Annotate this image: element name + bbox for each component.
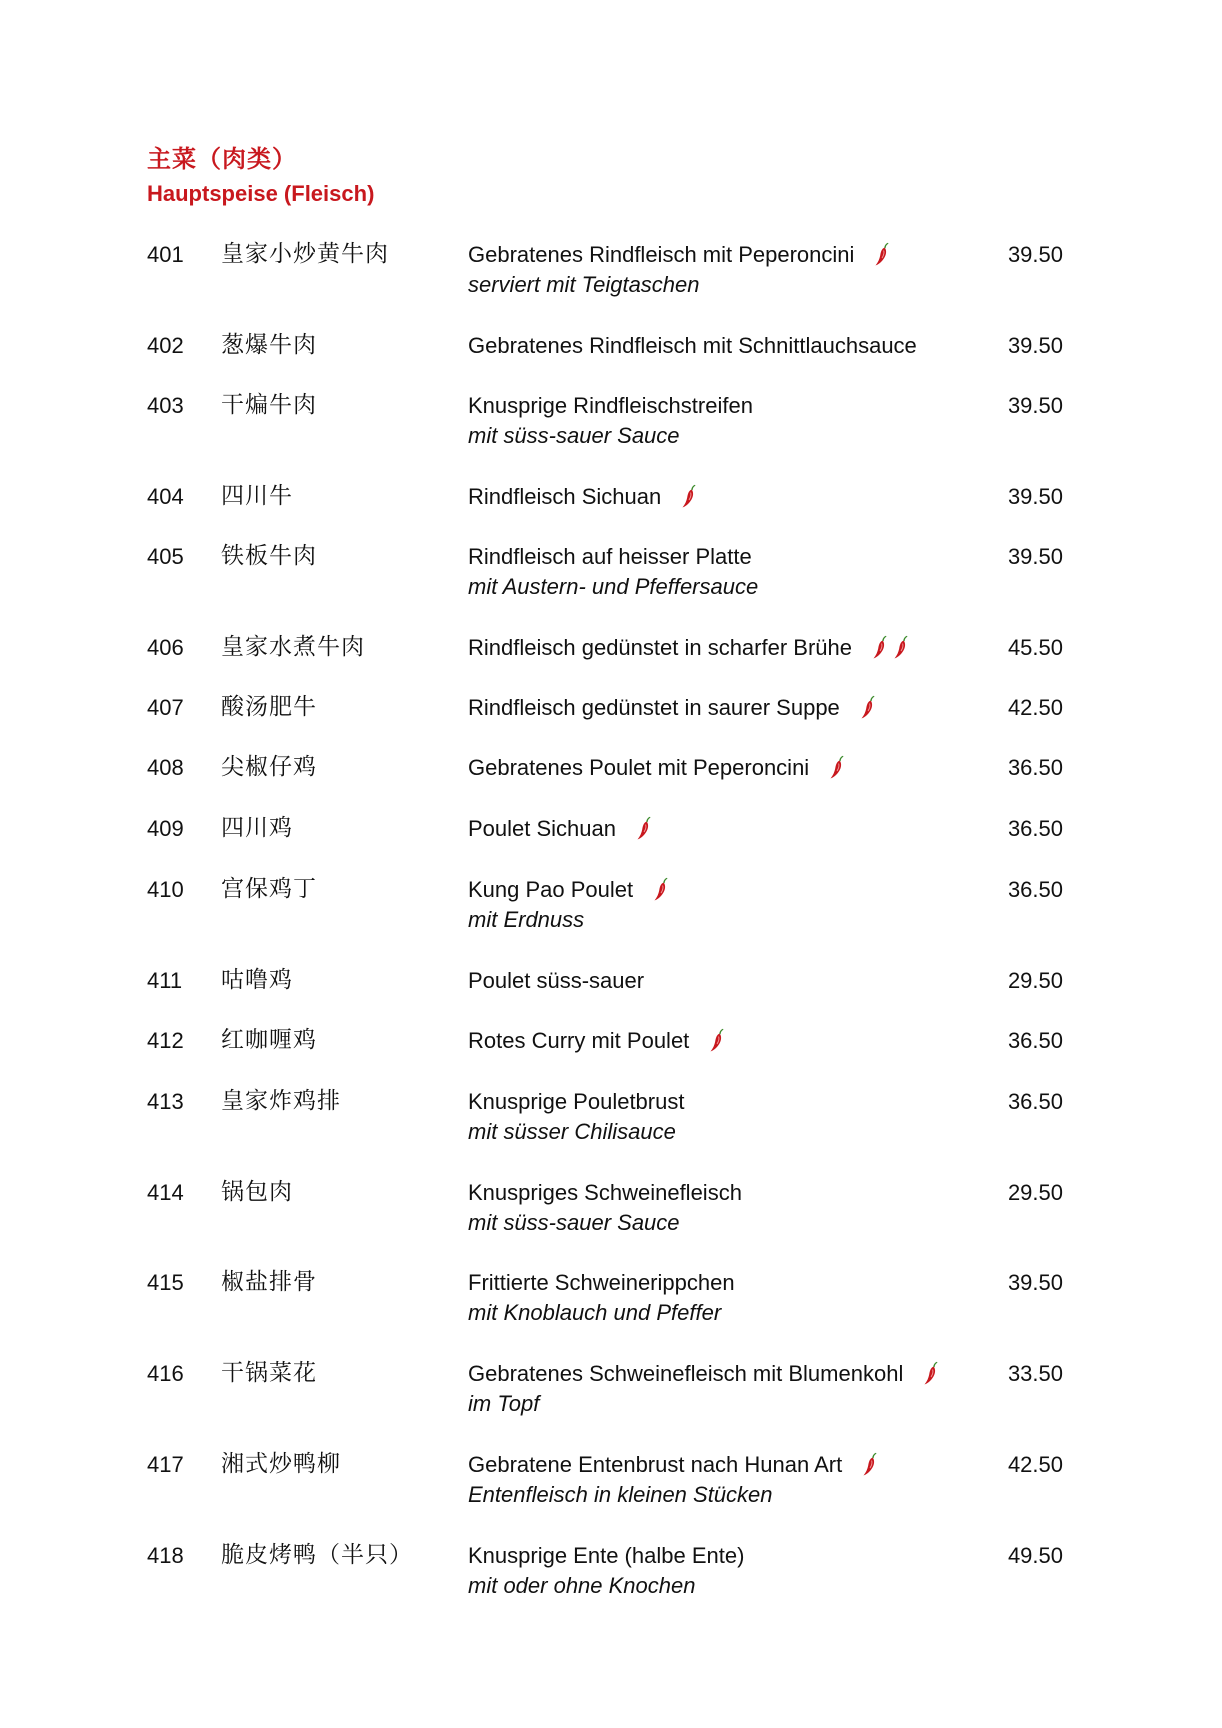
item-number: 412: [147, 1028, 184, 1053]
chili-pepper-icon: [709, 1028, 724, 1052]
item-name-chinese: 皇家水煮牛肉: [221, 634, 365, 660]
chili-pepper-icon: [860, 695, 875, 719]
menu-item: [0, 875, 1222, 939]
chili-pepper-icon: [681, 484, 696, 508]
menu-item: [0, 542, 1222, 606]
item-name-german: Rotes Curry mit Poulet: [468, 1026, 988, 1056]
chili-pepper-icon: [893, 635, 908, 659]
item-name-german: Knusprige Rindfleischstreifen: [468, 393, 753, 418]
menu-item: [0, 331, 1222, 395]
chili-pepper-icon: [923, 1361, 938, 1385]
item-name-chinese: 皇家小炒黄牛肉: [221, 241, 389, 267]
chili-pepper-icon: [872, 635, 887, 659]
item-note: mit Erdnuss: [468, 907, 585, 932]
item-name-german: Rindfleisch gedünstet in scharfer Brühe: [468, 633, 988, 663]
menu-item: [0, 1359, 1222, 1423]
item-price: 36.50: [1007, 816, 1063, 841]
item-price: 39.50: [1007, 393, 1063, 418]
item-price: 39.50: [1007, 333, 1063, 358]
item-number: 414: [147, 1180, 184, 1205]
menu-item: [0, 1541, 1222, 1605]
item-name-chinese: 四川牛: [221, 483, 293, 509]
item-note: im Topf: [468, 1391, 540, 1416]
item-note: mit süss-sauer Sauce: [468, 1210, 680, 1235]
item-price: 36.50: [1007, 1028, 1063, 1053]
menu-item: [0, 391, 1222, 455]
chili-pepper-icon: [874, 242, 889, 266]
item-name-german: Gebratenes Poulet mit Peperoncini: [468, 753, 988, 783]
item-price: 39.50: [1007, 484, 1063, 509]
item-name-chinese: 干煸牛肉: [221, 392, 317, 418]
section-title-chinese: 主菜（肉类）: [147, 145, 297, 173]
item-name-german: Gebratenes Schweinefleisch mit Blumenkohl: [468, 1359, 988, 1389]
item-description: [468, 1359, 988, 1419]
item-price: 39.50: [1007, 1270, 1063, 1295]
item-description: [468, 1087, 988, 1147]
menu-item: [0, 1087, 1222, 1151]
item-number: 415: [147, 1270, 184, 1295]
item-name-chinese: 葱爆牛肉: [221, 332, 317, 358]
item-price: 36.50: [1007, 755, 1063, 780]
item-name-chinese: 红咖喱鸡: [221, 1027, 317, 1053]
chili-pepper-icon: [829, 755, 844, 779]
item-note: serviert mit Teigtaschen: [468, 272, 700, 297]
item-name-chinese: 椒盐排骨: [221, 1269, 317, 1295]
item-number: 413: [147, 1089, 184, 1114]
item-description: [468, 814, 988, 844]
item-number: 416: [147, 1361, 184, 1386]
menu-item: [0, 1178, 1222, 1242]
menu-item: [0, 633, 1222, 697]
chili-pepper-icon: [862, 1452, 877, 1476]
item-name-chinese: 宫保鸡丁: [221, 876, 317, 902]
item-name-chinese: 皇家炸鸡排: [221, 1088, 341, 1114]
item-note: Entenfleisch in kleinen Stücken: [468, 1482, 773, 1507]
item-number: 401: [147, 242, 184, 267]
item-description: [468, 1450, 988, 1510]
item-note: mit süsser Chilisauce: [468, 1119, 676, 1144]
item-name-german: Gebratenes Rindfleisch mit Peperoncini: [468, 240, 988, 270]
item-name-chinese: 四川鸡: [221, 815, 293, 841]
item-name-german: Frittierte Schweinerippchen: [468, 1270, 735, 1295]
item-description: [468, 391, 988, 451]
item-number: 410: [147, 877, 184, 902]
item-price: 45.50: [1007, 635, 1063, 660]
item-name-chinese: 干锅菜花: [221, 1360, 317, 1386]
item-number: 406: [147, 635, 184, 660]
menu-item: [0, 753, 1222, 817]
item-description: [468, 240, 988, 300]
item-name-german: Knusprige Ente (halbe Ente): [468, 1543, 745, 1568]
item-number: 409: [147, 816, 184, 841]
item-name-chinese: 脆皮烤鸭（半只）: [221, 1542, 413, 1568]
item-description: [468, 331, 988, 361]
item-price: 42.50: [1007, 1452, 1063, 1477]
item-number: 407: [147, 695, 184, 720]
item-description: [468, 875, 988, 935]
item-name-chinese: 酸汤肥牛: [221, 694, 317, 720]
item-name-chinese: 咕噜鸡: [221, 967, 293, 993]
item-description: [468, 1541, 988, 1601]
item-description: [468, 1178, 988, 1238]
item-name-german: Rindfleisch gedünstet in saurer Suppe: [468, 693, 988, 723]
menu-item: [0, 814, 1222, 878]
menu-item: [0, 240, 1222, 304]
item-price: 42.50: [1007, 695, 1063, 720]
item-note: mit Austern- und Pfeffersauce: [468, 574, 759, 599]
item-name-german: Knuspriges Schweinefleisch: [468, 1180, 742, 1205]
item-description: [468, 542, 988, 602]
item-number: 405: [147, 544, 184, 569]
item-number: 417: [147, 1452, 184, 1477]
section-title-german: Hauptspeise (Fleisch): [147, 181, 375, 206]
item-price: 36.50: [1007, 1089, 1063, 1114]
item-description: [468, 1268, 988, 1328]
chili-pepper-icon: [653, 877, 668, 901]
item-name-german: Poulet Sichuan: [468, 814, 988, 844]
item-name-german: Gebratene Entenbrust nach Hunan Art: [468, 1450, 988, 1480]
item-number: 418: [147, 1543, 184, 1568]
item-name-chinese: 尖椒仔鸡: [221, 754, 317, 780]
item-note: mit Knoblauch und Pfeffer: [468, 1300, 722, 1325]
item-name-german: Gebratenes Rindfleisch mit Schnittlauchsauce: [468, 333, 917, 358]
menu-item: [0, 1026, 1222, 1090]
item-number: 404: [147, 484, 184, 509]
item-price: 29.50: [1007, 1180, 1063, 1205]
menu-item: [0, 693, 1222, 757]
item-price: 29.50: [1007, 968, 1063, 993]
menu-item: [0, 1268, 1222, 1332]
item-description: [468, 633, 988, 663]
item-description: [468, 693, 988, 723]
item-name-chinese: 湘式炒鸭柳: [221, 1451, 341, 1477]
item-price: 49.50: [1007, 1543, 1063, 1568]
item-number: 411: [147, 968, 183, 993]
menu-item: [0, 482, 1222, 546]
item-description: [468, 753, 988, 783]
item-description: [468, 482, 988, 512]
item-price: 39.50: [1007, 544, 1063, 569]
item-name-german: Poulet süss-sauer: [468, 968, 645, 993]
menu-item: [0, 1450, 1222, 1514]
chili-pepper-icon: [636, 816, 651, 840]
item-price: 36.50: [1007, 877, 1063, 902]
item-description: [468, 966, 988, 996]
item-description: [468, 1026, 988, 1056]
item-note: mit süss-sauer Sauce: [468, 423, 680, 448]
item-name-german: Rindfleisch auf heisser Platte: [468, 544, 752, 569]
item-name-chinese: 锅包肉: [221, 1179, 293, 1205]
item-number: 403: [147, 393, 184, 418]
item-name-german: Knusprige Pouletbrust: [468, 1089, 685, 1114]
item-price: 33.50: [1007, 1361, 1063, 1386]
item-name-german: Kung Pao Poulet: [468, 875, 988, 905]
item-name-chinese: 铁板牛肉: [221, 543, 317, 569]
item-name-german: Rindfleisch Sichuan: [468, 482, 988, 512]
item-number: 402: [147, 333, 184, 358]
menu-item: [0, 966, 1222, 1030]
item-note: mit oder ohne Knochen: [468, 1573, 696, 1598]
item-price: 39.50: [1007, 242, 1063, 267]
item-number: 408: [147, 755, 184, 780]
